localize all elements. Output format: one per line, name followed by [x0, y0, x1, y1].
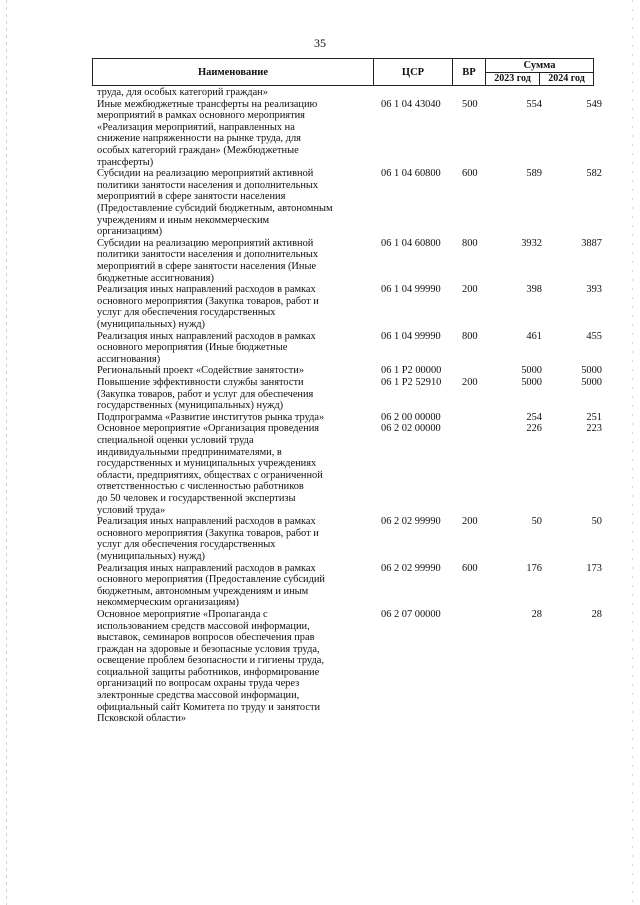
- name-line: (Предоставление субсидий бюджетным, автономным: [97, 202, 333, 214]
- table-row: [0, 238, 640, 284]
- cell-y23: 254: [526, 411, 542, 423]
- cell-name: [97, 284, 387, 330]
- table-row: [0, 423, 640, 516]
- cell-vr: 800: [462, 330, 478, 342]
- name-line: официальный сайт Комитета по труду и занятости: [97, 701, 321, 713]
- name-line: бюджетным, автономным учреждениям и иным: [97, 585, 309, 597]
- name-line: Реализация иных направлений расходов в рамках: [97, 330, 316, 342]
- header-year-2023: 2023 год: [486, 72, 540, 86]
- name-line: выставок, семинаров вопросов обеспечения прав: [97, 632, 315, 644]
- cell-y24: 549: [586, 98, 602, 110]
- cell-y24: 50: [591, 516, 602, 528]
- cell-name: [97, 238, 387, 284]
- cell-csr: 06 2 02 99990: [381, 516, 441, 528]
- name-line: основного мероприятия (Закупка товаров, работ и: [97, 295, 319, 307]
- name-line: мероприятий в рамках основного мероприятия: [97, 110, 305, 122]
- table-row: [0, 563, 640, 609]
- cell-y23: 226: [526, 423, 542, 435]
- cell-y24: 393: [586, 284, 602, 296]
- name-line: граждан на здоровые и безопасные условия труда,: [97, 643, 320, 655]
- cell-name: [97, 423, 387, 516]
- cell-y23: 5000: [521, 365, 542, 377]
- name-line: Реализация иных направлений расходов в рамках: [97, 562, 316, 574]
- cell-y24: 5000: [581, 365, 602, 377]
- cell-csr: 06 2 02 99990: [381, 562, 441, 574]
- table-row: [0, 99, 640, 169]
- cell-y23: 50: [531, 516, 542, 528]
- name-line: политики занятости населения и дополнительных: [97, 179, 319, 191]
- name-line: использованием средств массовой информации,: [97, 620, 310, 632]
- cell-name: [97, 99, 387, 169]
- cell-y23: 589: [526, 168, 542, 180]
- cell-csr: 06 2 07 00000: [381, 608, 441, 620]
- cell-name: [97, 87, 387, 99]
- name-line: до 50 человек и государственной экспертизы: [97, 492, 296, 504]
- name-line: ассигнования): [97, 353, 161, 365]
- cell-y23: 176: [526, 562, 542, 574]
- name-line: Реализация иных направлений расходов в рамках: [97, 516, 316, 528]
- name-line: индивидуальными предпринимателями, в: [97, 446, 282, 458]
- cell-vr: 800: [462, 237, 478, 249]
- name-line: электронные средства массовой информации,: [97, 690, 300, 702]
- name-line: трансферты): [97, 156, 154, 168]
- header-vr: ВР: [453, 59, 486, 86]
- table-row: [0, 365, 640, 377]
- cell-y24: 455: [586, 330, 602, 342]
- cell-name: [97, 516, 387, 562]
- name-line: Иные межбюджетные трансферты на реализацию: [97, 98, 318, 110]
- name-line: основного мероприятия (Предоставление субсидий: [97, 574, 325, 586]
- name-line: основного мероприятия (Закупка товаров, работ и: [97, 527, 319, 539]
- name-line: Подпрограмма «Развитие институтов рынка труда»: [97, 411, 325, 423]
- name-line: Субсидии на реализацию мероприятий активной: [97, 168, 314, 180]
- name-line: основного мероприятия (Иные бюджетные: [97, 342, 288, 354]
- name-line: освещение проблем безопасности и гигиены труда,: [97, 655, 324, 667]
- name-line: снижение напряженности на рынке труда, для: [97, 133, 301, 145]
- name-line: услуг для обеспечения государственных: [97, 539, 276, 551]
- cell-name: [97, 365, 387, 377]
- cell-vr: 200: [462, 284, 478, 296]
- cell-csr: 06 1 04 60800: [381, 237, 441, 249]
- name-line: Реализация иных направлений расходов в рамках: [97, 284, 316, 296]
- cell-name: [97, 609, 387, 725]
- cell-name: [97, 168, 387, 238]
- cell-name: [97, 331, 387, 366]
- cell-y24: 3887: [581, 237, 602, 249]
- name-line: условий труда»: [97, 504, 166, 516]
- cell-y23: 398: [526, 284, 542, 296]
- table-row: [0, 412, 640, 424]
- cell-y24: 173: [586, 562, 602, 574]
- cell-csr: 06 1 04 99990: [381, 330, 441, 342]
- cell-y23: 28: [531, 608, 542, 620]
- name-line: политики занятости населения и дополнительных: [97, 249, 319, 261]
- name-line: мероприятий в сфере занятости населения (Иные: [97, 260, 317, 272]
- cell-name: [97, 563, 387, 609]
- name-line: государственных (муниципальных) нужд): [97, 400, 284, 412]
- cell-csr: 06 1 04 60800: [381, 168, 441, 180]
- name-line: бюджетные ассигнования): [97, 272, 214, 284]
- name-line: организаций по вопросам охраны труда через: [97, 678, 300, 690]
- cell-csr: 06 1 P2 52910: [381, 376, 442, 388]
- name-line: социальной защиты работников, информирование: [97, 666, 320, 678]
- table-row: [0, 331, 640, 366]
- cell-y23: 5000: [521, 376, 542, 388]
- name-line: (муниципальных) нужд): [97, 318, 206, 330]
- cell-vr: 600: [462, 562, 478, 574]
- name-line: некоммерческим организациям): [97, 597, 239, 609]
- name-line: организациям): [97, 226, 163, 238]
- page-number: 35: [314, 36, 326, 50]
- name-line: Субсидии на реализацию мероприятий активной: [97, 237, 314, 249]
- cell-name: [97, 377, 387, 412]
- name-line: мероприятий в сфере занятости населения: [97, 191, 286, 203]
- name-line: учреждениям и иным некоммерческим: [97, 214, 270, 226]
- name-line: «Реализация мероприятий, направленных на: [97, 121, 295, 133]
- header-sum: Сумма: [486, 59, 594, 73]
- cell-csr: 06 1 04 99990: [381, 284, 441, 296]
- cell-vr: 200: [462, 376, 478, 388]
- cell-csr: 06 2 02 00000: [381, 423, 441, 435]
- name-line: услуг для обеспечения государственных: [97, 307, 276, 319]
- cell-csr: 06 2 00 00000: [381, 411, 441, 423]
- name-line: области, предприятиях, обществах с ограниченной: [97, 469, 323, 481]
- name-line: (Закупка товаров, работ и услуг для обеспечения: [97, 388, 314, 400]
- name-line: Основное мероприятие «Пропаганда с: [97, 608, 268, 620]
- name-line: государственных и муниципальных учреждениях: [97, 458, 317, 470]
- table-body: [0, 87, 640, 725]
- name-line: Псковской области»: [97, 713, 187, 725]
- table-row: [0, 377, 640, 412]
- name-line: Региональный проект «Содействие занятости»: [97, 365, 305, 377]
- cell-name: [97, 412, 387, 424]
- cell-y24: 28: [591, 608, 602, 620]
- header-year-2024: 2024 год: [540, 72, 594, 86]
- name-line: особых категорий граждан» (Межбюджетные: [97, 144, 299, 156]
- name-line: труда, для особых категорий граждан»: [97, 87, 268, 98]
- cell-vr: 600: [462, 168, 478, 180]
- cell-y24: 223: [586, 423, 602, 435]
- header-name: Наименование: [93, 59, 374, 86]
- cell-csr: 06 1 04 43040: [381, 98, 441, 110]
- cell-y24: 251: [586, 411, 602, 423]
- cell-y24: 5000: [581, 376, 602, 388]
- table-row: [0, 284, 640, 330]
- name-line: Повышение эффективности службы занятости: [97, 376, 304, 388]
- cell-csr: 06 1 P2 00000: [381, 365, 442, 377]
- table-row: [0, 87, 640, 99]
- cell-y23: 3932: [521, 237, 542, 249]
- name-line: ответственностью с численностью работников: [97, 481, 304, 493]
- cell-y23: 554: [526, 98, 542, 110]
- cell-y23: 461: [526, 330, 542, 342]
- name-line: (муниципальных) нужд): [97, 550, 206, 562]
- table-header: [92, 58, 594, 86]
- name-line: Основное мероприятие «Организация проведения: [97, 423, 320, 435]
- table-row: [0, 168, 640, 238]
- header-csr: ЦСР: [374, 59, 453, 86]
- table-row: [0, 609, 640, 725]
- cell-vr: 500: [462, 98, 478, 110]
- cell-y24: 582: [586, 168, 602, 180]
- table-row: [0, 516, 640, 562]
- cell-vr: 200: [462, 516, 478, 528]
- name-line: специальной оценки условий труда: [97, 434, 254, 446]
